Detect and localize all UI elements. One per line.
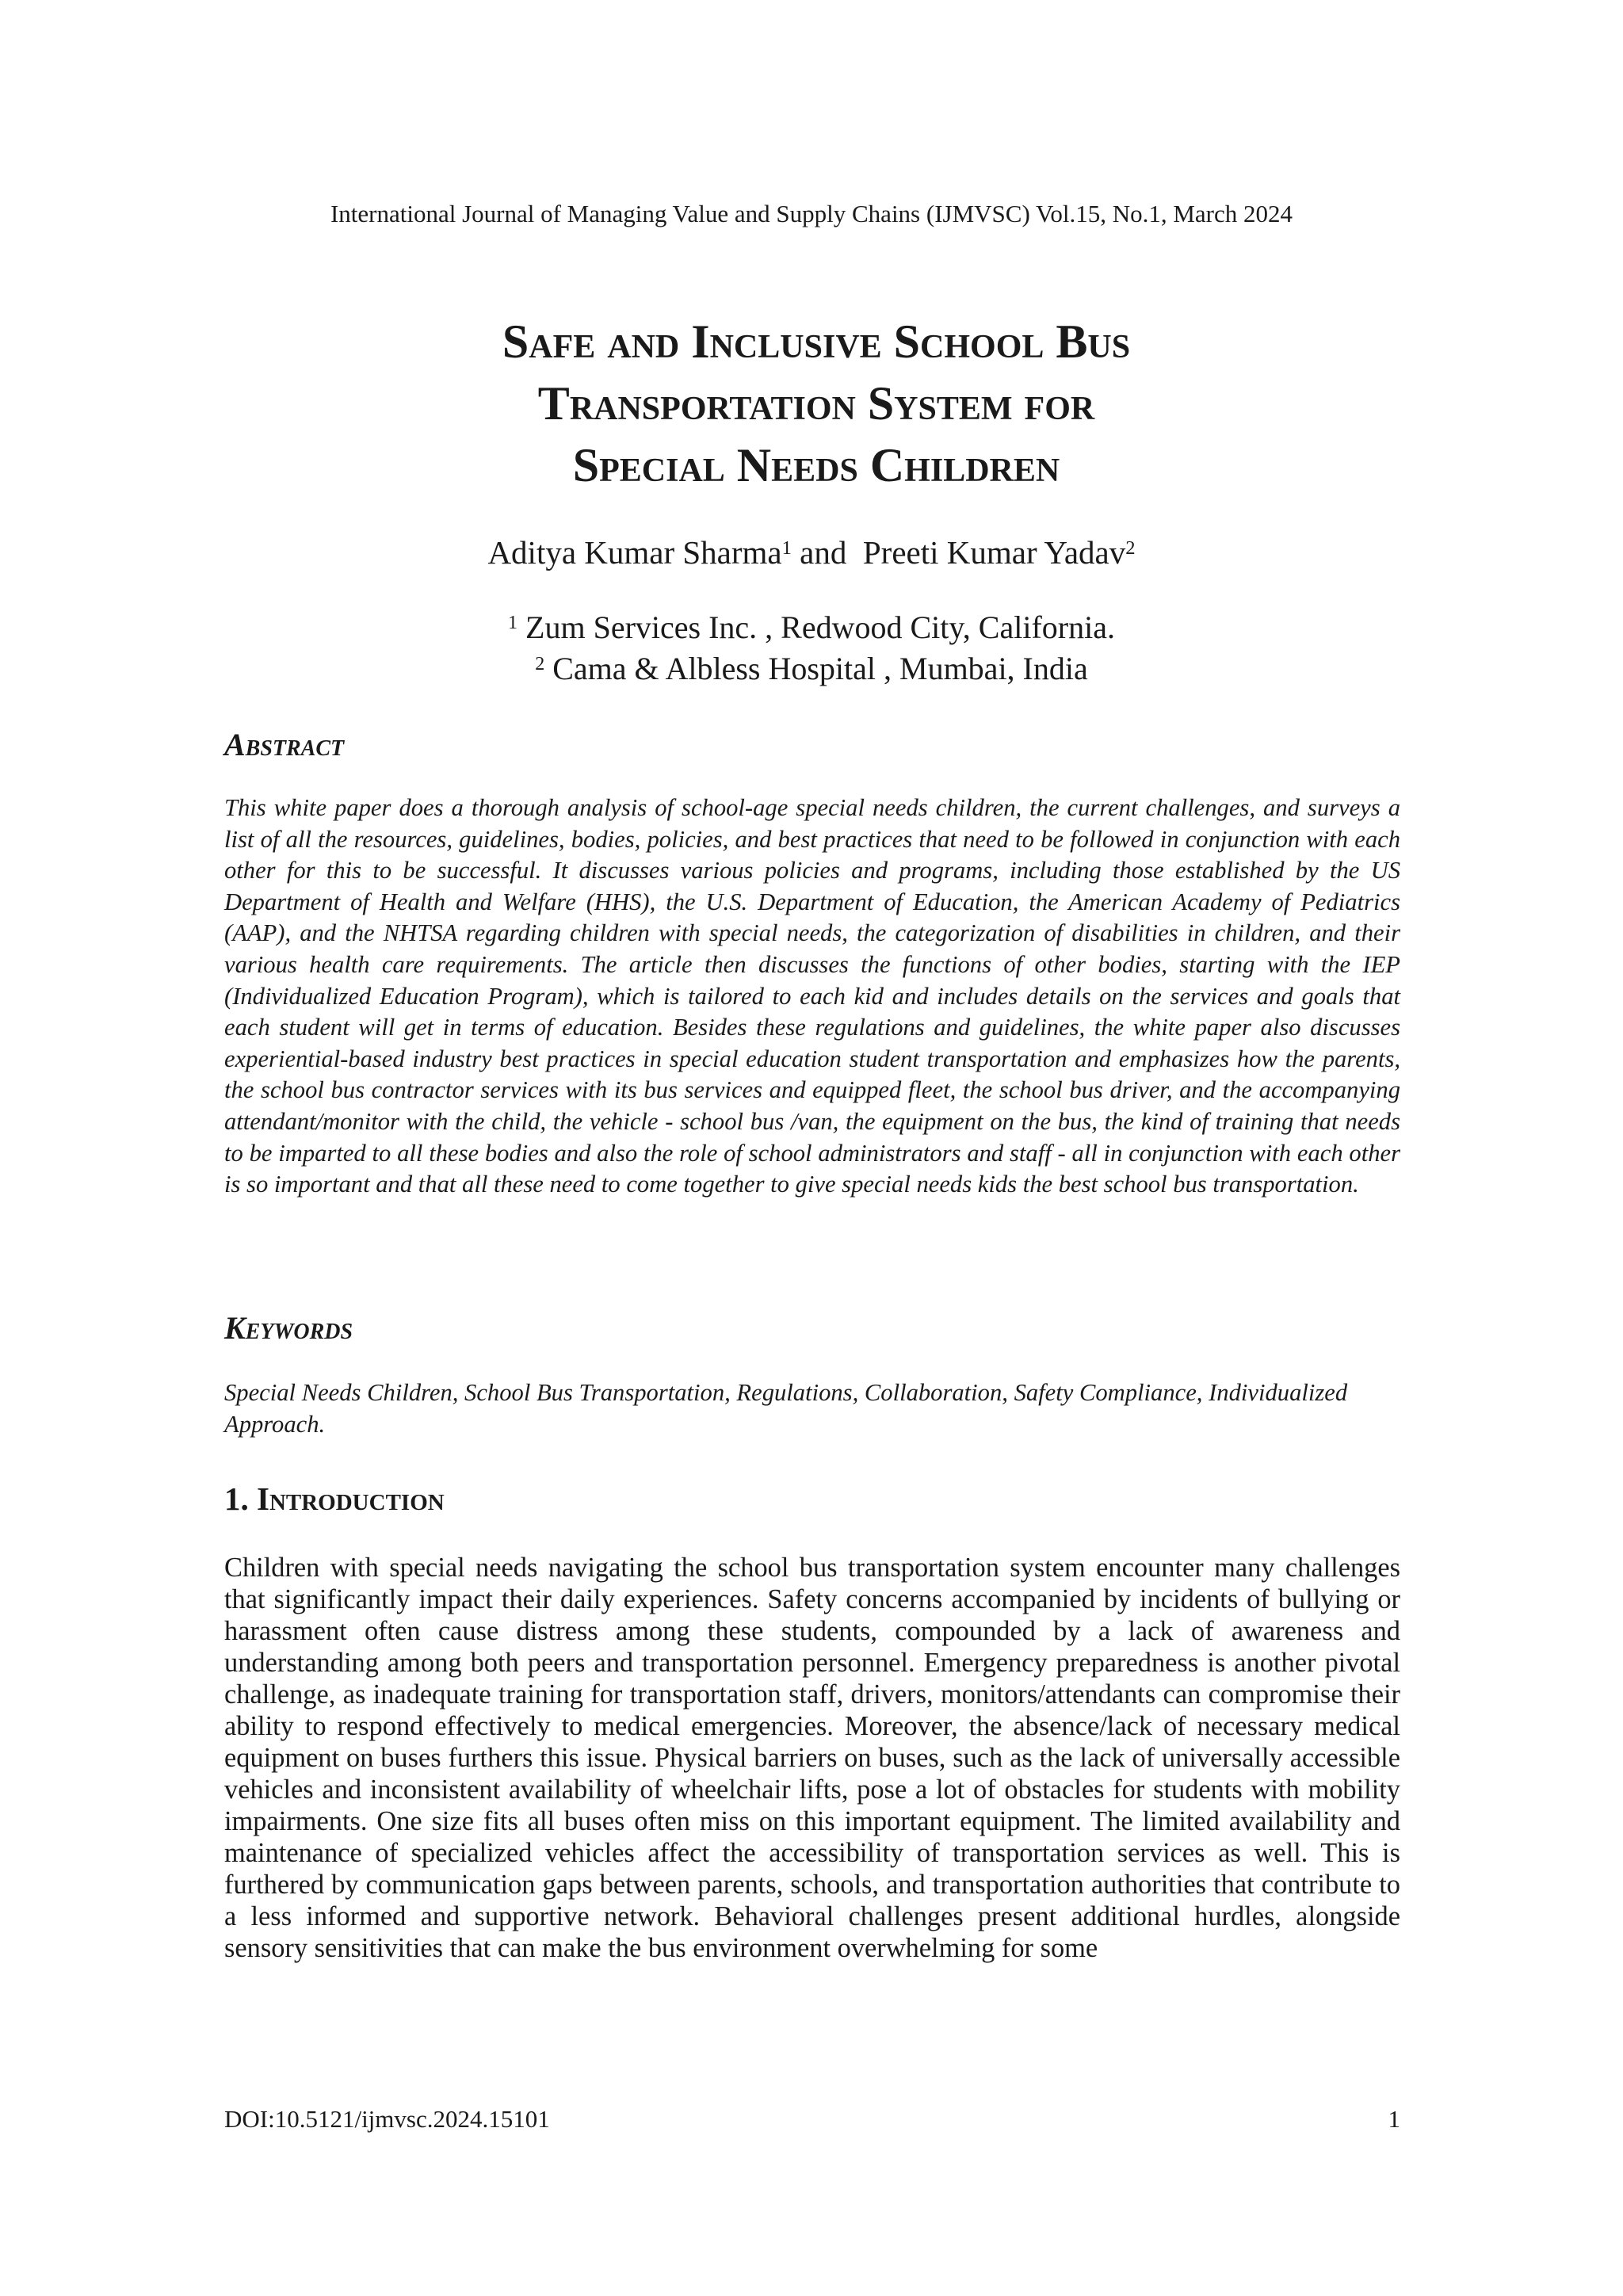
author-1-affiliation-mark: 1 [781,537,792,559]
affiliation-2-mark: 2 [535,654,545,674]
title-line-3: Special Needs Children [572,439,1060,491]
title-line-1: Safe and Inclusive School Bus [502,315,1131,368]
author-2: Preeti Kumar Yadav [862,534,1126,571]
keywords-heading: Keywords [224,1310,353,1346]
author-2-affiliation-mark: 2 [1125,537,1136,559]
doi-footer: DOI:10.5121/ijmvsc.2024.15101 [224,2105,550,2133]
keywords-text: Special Needs Children, School Bus Transportation, Regulations, Collaboration, Safety Compliance, Individualized Approach. [224,1379,1348,1438]
author-line [0,533,1623,572]
affiliation-1-text: Zum Services Inc. , Redwood City, California. [525,609,1115,645]
author-1: Aditya Kumar Sharma [487,534,782,571]
author-conjunction: and [800,534,847,571]
title-line-2: Transportation System for [537,377,1095,430]
page-number: 1 [1388,2105,1400,2133]
abstract-heading: Abstract [224,727,345,762]
abstract-text: This white paper does a thorough analysis of school-age special needs children, the current challenges, and surveys a list of all the resources, guidelines, bodies, policies, and best practices that need to be followed in conjunction with each other for this to be successful. It discusses various policies and programs, including those established by the US Department of Health and Welfare (HHS), the U.S. Department of Education, the American Academy of Pediatrics (AAP), and the NHTSA regarding children with special needs, the categorization of disabilities in children, and their various health care requirements. The article then discusses the functions of other bodies, starting with the IEP (Individualized Education Program), which is tailored to each kid and includes details on the services and goals that each student will get in terms of education. Besides these regulations and guidelines, the white paper also discusses experiential-based industry best practices in special education student transportation and emphasizes how the parents, the school bus contractor services with its bus services and equipped fleet, the school bus driver, and the accompanying attendant/monitor with the child, the vehicle - school bus /van, the equipment on the bus, the kind of training that needs to be imparted to all these bodies and also the role of school administrators and staff - all in conjunction with each other is so important and that all these need to come together to give special needs kids the best school bus transportation. [224,794,1400,1198]
affiliations [0,607,1623,690]
affiliation-2 [0,648,1623,690]
affiliation-1-mark: 1 [508,613,518,633]
introduction-text: Children with special needs navigating the school bus transportation system encounter many challenges that significantly impact their daily experiences. Safety concerns accompanied by incidents of bullying or harassment often cause distress among these students, compounded by a lack of awareness and understanding among both peers and transportation personnel. Emergency preparedness is another pivotal challenge, as inadequate training for transportation staff, drivers, monitors/attendants can compromise their ability to respond effectively to medical emergencies. Moreover, the absence/lack of necessary medical equipment on buses furthers this issue. Physical barriers on buses, such as the lack of universally accessible vehicles and inconsistent availability of wheelchair lifts, pose a lot of obstacles for students with mobility impairments. One size fits all buses often miss on this important equipment. The limited availability and maintenance of specialized vehicles affect the accessibility of transportation services as well. This is furthered by communication gaps between parents, schools, and transportation authorities that contribute to a less informed and supportive network. Behavioral challenges present additional hurdles, alongside sensory sensitivities that can make the bus environment overwhelming for some [224,1553,1400,1963]
running-head: International Journal of Managing Value and Supply Chains (IJMVSC) Vol.15, No.1, March 2024 [330,200,1293,227]
paper-title [301,311,1331,496]
introduction-heading: 1. Introduction [224,1480,445,1517]
affiliation-2-text: Cama & Albless Hospital , Mumbai, India [552,651,1088,686]
affiliation-1 [0,607,1623,648]
